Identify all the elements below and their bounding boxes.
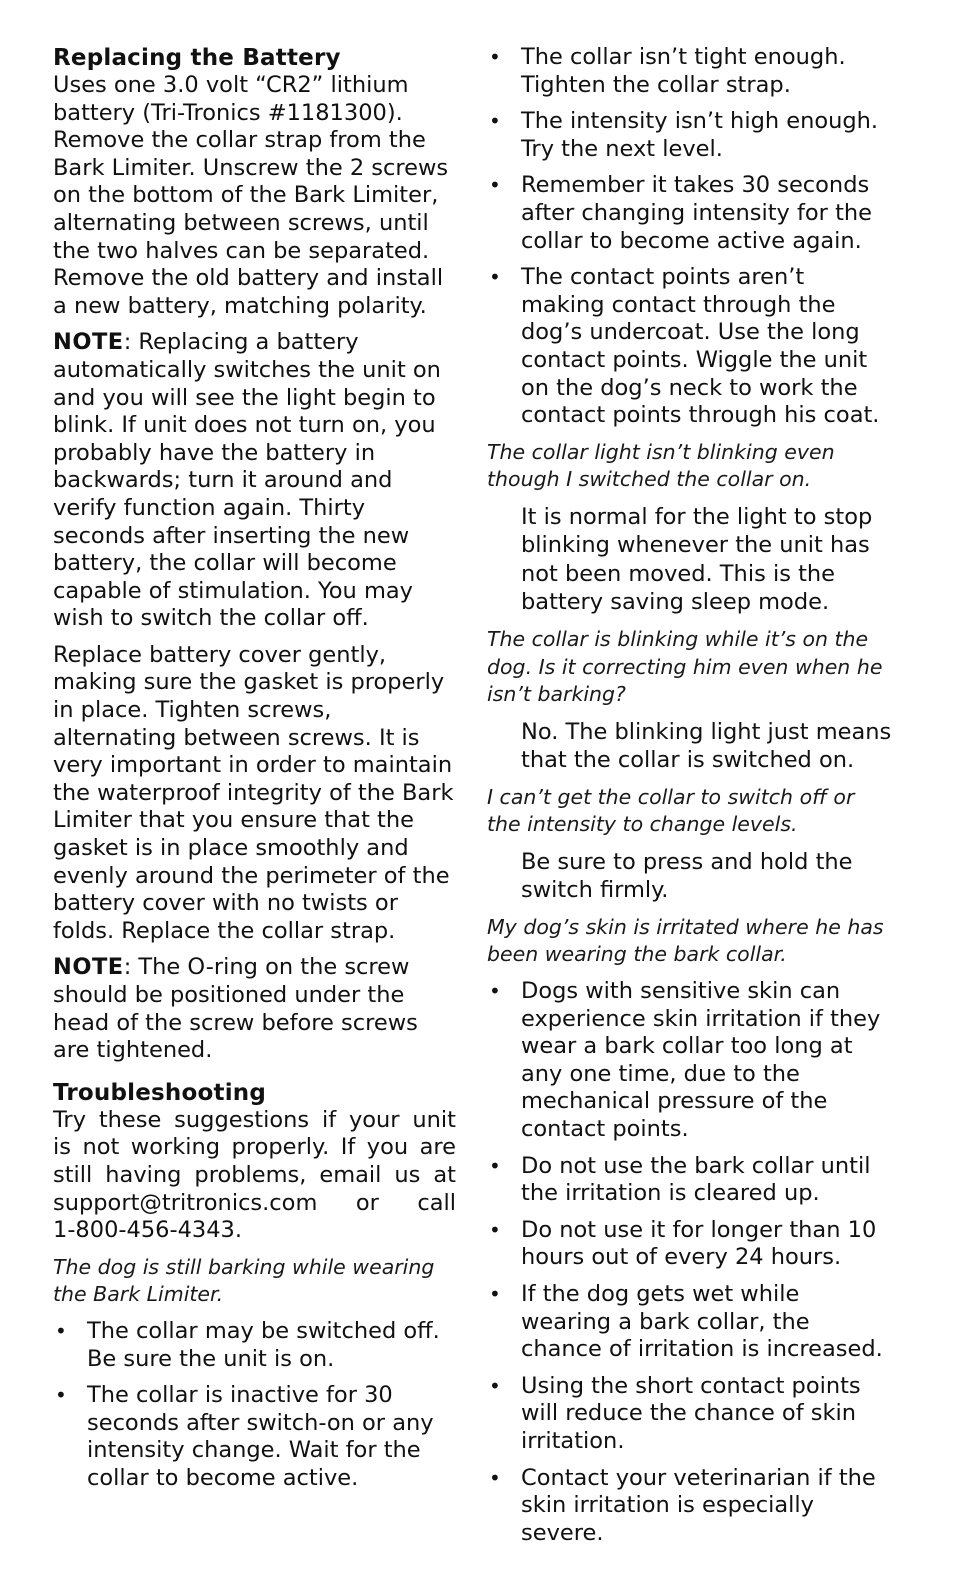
bullet-icon: • <box>489 45 501 69</box>
list-item-text: The collar may be switched off. Be sure the unit is on. <box>87 1317 440 1372</box>
bullet-list-skin-irritation <box>487 978 892 1547</box>
bullet-icon: • <box>489 109 501 134</box>
bullet-list-still-barking-continued <box>487 44 892 430</box>
bullet-icon: • <box>489 265 501 290</box>
note-paragraph-2 <box>53 954 456 1064</box>
question-blinking-on-dog: The collar is blinking while it’s on the dog. Is it correcting him even when he isn’t barking? <box>487 626 883 707</box>
troubleshooting-intro <box>53 1107 456 1245</box>
list-item <box>487 1373 892 1456</box>
list-item <box>487 108 892 163</box>
note-label-1: NOTE <box>53 329 124 356</box>
bullet-icon: • <box>489 1217 501 1242</box>
list-item <box>487 1217 892 1272</box>
list-item <box>53 1318 456 1373</box>
list-item <box>53 1382 456 1492</box>
list-item-text: The intensity isn’t high enough. Try the next level. <box>521 108 879 162</box>
troubleshooting-line: 1-800-456-4343. <box>53 1217 242 1244</box>
list-item-text: Contact your veterinarian if the skin irritation is especially severe. <box>521 1464 876 1546</box>
list-item <box>487 264 892 430</box>
list-item-text: If the dog gets wet while wearing a bark collar, the chance of irritation is increased. <box>521 1281 883 1363</box>
troubleshooting-line: still having problems, email us at <box>53 1161 456 1188</box>
bullet-icon: • <box>489 1153 501 1178</box>
troubleshooting-line: is not working properly. If you are <box>53 1134 456 1161</box>
list-item <box>487 1281 892 1364</box>
bullet-icon: • <box>55 1383 67 1408</box>
question-skin-irritated: My dog’s skin is irritated where he has been wearing the bark collar. <box>487 914 884 967</box>
left-column <box>53 44 456 1502</box>
list-item-text: The collar is inactive for 30 seconds after switch-on or any intensity change. Wait for the collar to become active. <box>87 1382 434 1491</box>
bullet-icon: • <box>489 1282 501 1306</box>
answer-cannot-switch-off: Be sure to press and hold the switch firmly. <box>521 848 853 904</box>
list-item-text: Remember it takes 30 seconds after changing intensity for the collar to become active again. <box>521 172 873 254</box>
question-cannot-switch-off: I can’t get the collar to switch off or the intensity to change levels. <box>487 784 855 837</box>
right-column <box>487 44 892 1556</box>
list-item-text: Using the short contact points will reduce the chance of skin irritation. <box>521 1372 861 1454</box>
list-item <box>487 978 892 1144</box>
list-item <box>487 1153 892 1208</box>
bullet-icon: • <box>489 1373 501 1398</box>
list-item <box>487 172 892 255</box>
question-light-not-blinking: The collar light isn’t blinking even though I switched the collar on. <box>487 439 835 492</box>
list-item-text: Do not use the bark collar until the irritation is cleared up. <box>521 1152 871 1207</box>
note-paragraph-1 <box>53 329 456 633</box>
bullet-icon: • <box>489 979 501 1004</box>
question-still-barking: The dog is still barking while wearing the Bark Limiter. <box>53 1254 435 1307</box>
bullet-list-still-barking <box>53 1318 456 1493</box>
troubleshooting-line: support@tritronics.com or call <box>53 1189 456 1216</box>
bullet-icon: • <box>489 173 501 198</box>
battery-paragraph-2: Replace battery cover gently, making sure the gasket is properly in place. Tighten screws, alternating between screws. It is very important in order to maintain the waterproof integrity of the Bark Limiter that you ensure that the gasket is in place smoothly and evenly around the perimeter of the battery cover with no twists or folds. Replace the collar strap. <box>53 641 454 944</box>
list-item <box>487 44 892 99</box>
list-item-text: The contact points aren’t making contact through the dog’s undercoat. Use the long contact points. Wiggle the unit on the dog’s neck to work the contact points through his coat. <box>521 264 880 429</box>
list-item-text: Do not use it for longer than 10 hours out of every 24 hours. <box>521 1216 877 1271</box>
answer-blinking-on-dog: No. The blinking light just means that the collar is switched on. <box>521 718 892 774</box>
note-text-2: : The O-ring on the screw should be positioned under the head of the screw before screws are tightened. <box>53 954 418 1064</box>
troubleshooting-line: Try these suggestions if your unit <box>53 1106 456 1133</box>
note-label-2: NOTE <box>53 954 124 981</box>
list-item <box>487 1465 892 1548</box>
battery-paragraph-1: Uses one 3.0 volt “CR2” lithium battery (Tri-Tronics #1181300). Remove the collar strap from the Bark Limiter. Unscrew the 2 screws on the bottom of the Bark Limiter, alternating between screws, until the two halves can be separated. Remove the old battery and install a new battery, matching polarity. <box>53 72 449 319</box>
note-text-1: : Replacing a battery automatically switches the unit on and you will see the light begin to blink. If unit does not turn on, you probably have the battery in backwards; turn it around and verify function again. Thirty seconds after inserting the new battery, the collar will become capable of stimulation. You may wish to switch the collar off. <box>53 329 441 632</box>
list-item-text: Dogs with sensitive skin can experience skin irritation if they wear a bark collar too long at any one time, due to the mechanical pressure of the contact points. <box>521 978 881 1143</box>
answer-light-not-blinking: It is normal for the light to stop blinking whenever the unit has not been moved. This is the battery saving sleep mode. <box>521 503 873 616</box>
bullet-icon: • <box>489 1465 501 1490</box>
bullet-icon: • <box>55 1318 67 1343</box>
heading-replacing-battery: Replacing the Battery <box>53 45 341 71</box>
list-item-text: The collar isn’t tight enough. Tighten the collar strap. <box>521 44 846 98</box>
heading-troubleshooting: Troubleshooting <box>53 1079 267 1106</box>
